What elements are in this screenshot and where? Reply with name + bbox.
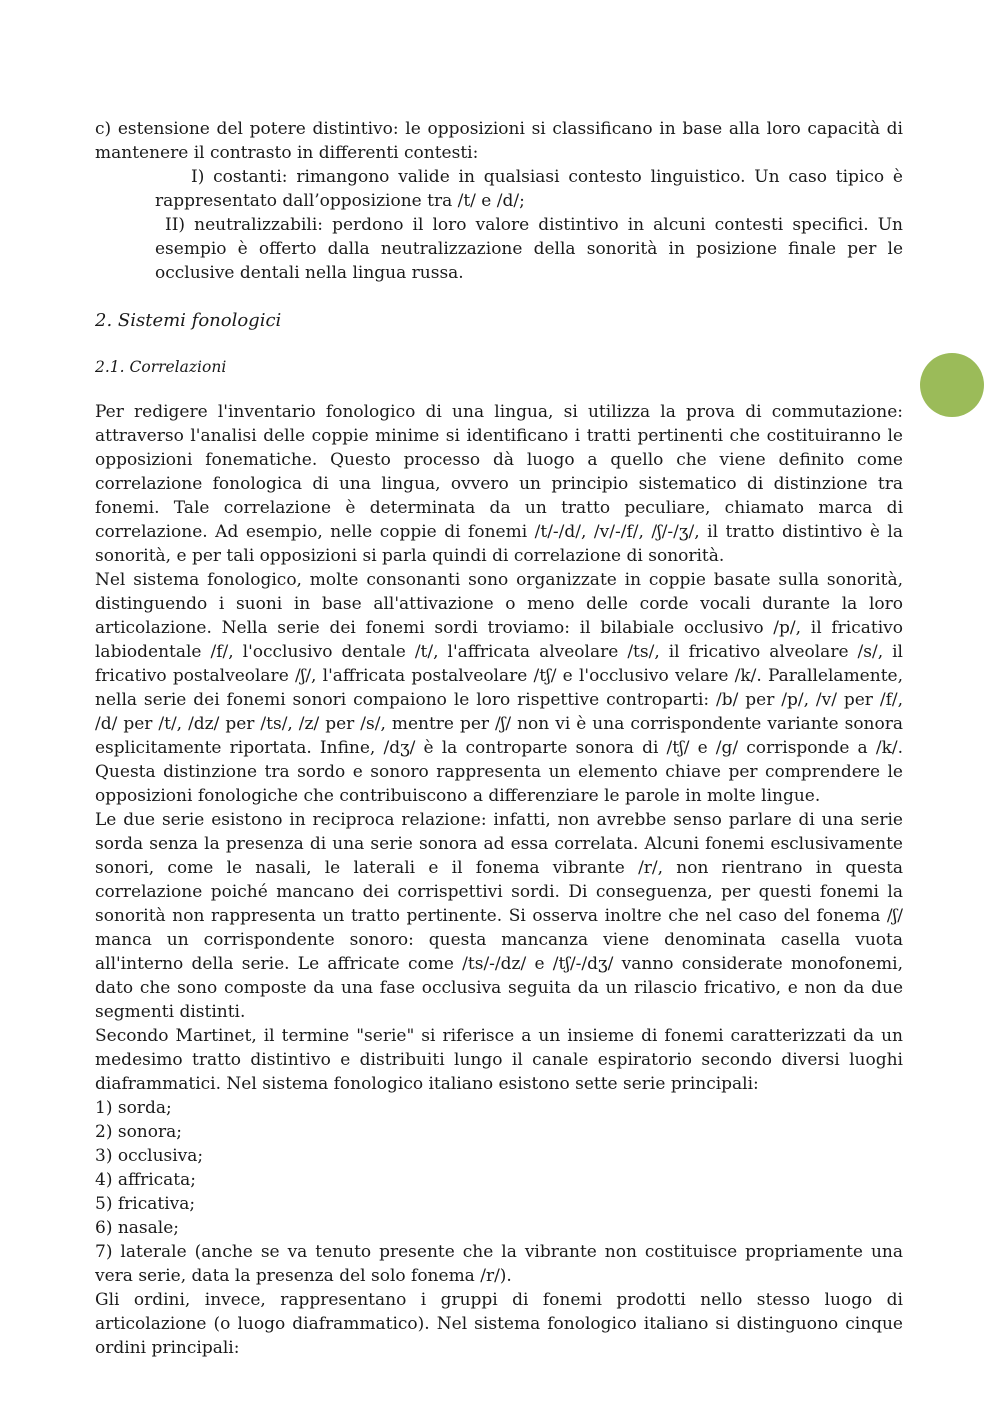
paragraph-voicing-pairs: Nel sistema fonologico, molte consonanti sono organizzate in coppie basate sulla sonorità, distinguendo i suoni in base all'attivazione o meno delle corde vocali durante la loro articolazione. Nella serie dei fonemi sordi troviamo: il bilabiale occlusivo /p/, il fricativo labiodentale /f/, l'occlusivo dentale /t/, l'affricata alveolare /ts/, il fricativo alveolare /s/, il fricativo postalveolare /ʃ/, l'affricata postalveolare /tʃ/ e l'occlusivo velare /k/. Parallelamente, nella serie dei fonemi sonori compaiono le loro rispettive controparti: /b/ per /p/, /v/ per /f/, /d/ per /t/, /dz/ per /ts/, /z/ per /s/, mentre per /ʃ/ non vi è una corrispondente variante sonora esplicitamente riportata. Infine, /dʒ/ è la controparte sonora di /tʃ/ e /g/ corrisponde a /k/. Questa distinzione tra sordo e sonoro rappresenta un elemento chiave per comprendere le opposizioni fonologiche che contribuiscono a differenziare le parole in molte lingue. xyxy=(95,570,903,806)
series-list-item: 2) sonora; xyxy=(95,1122,182,1142)
series-list-item: 6) nasale; xyxy=(95,1218,180,1238)
page-accent-circle xyxy=(920,353,984,417)
series-list xyxy=(95,1096,903,1288)
series-list-item: 4) affricata; xyxy=(95,1170,196,1190)
series-list-item: 7) laterale (anche se va tenuto presente che la vibrante non costituisce propriamente una vera serie, data la presenza del solo fonema /r/). xyxy=(95,1242,903,1286)
paragraph-commutation: Per redigere l'inventario fonologico di una lingua, si utilizza la prova di commutazione: attraverso l'analisi delle coppie minime si identificano i tratti pertinenti che costituiranno le opposizioni fonematiche. Questo processo dà luogo a quello che viene definito come correlazione fonologica di una lingua, ovvero un principio sistematico di distinzione tra fonemi. Tale correlazione è determinata da un tratto peculiare, chiamato marca di correlazione. Ad esempio, nelle coppie di fonemi /t/-/d/, /v/-/f/, /ʃ/-/ʒ/, il tratto distintivo è la sonorità, e per tali opposizioni si parla quindi di correlazione di sonorità. xyxy=(95,402,903,566)
section-c-list xyxy=(155,165,903,285)
section-c-intro: c) estensione del potere distintivo: le opposizioni si classificano in base alla loro capacità di mantenere il contrasto in differenti contesti: xyxy=(95,119,903,163)
section-heading-2: 2. Sistemi fonologici xyxy=(95,310,282,331)
series-list-item: 3) occlusiva; xyxy=(95,1146,204,1166)
document-page xyxy=(95,117,903,1360)
paragraph-series-relation: Le due serie esistono in reciproca relazione: infatti, non avrebbe senso parlare di una serie sorda senza la presenza di una serie sonora ad essa correlata. Alcuni fonemi esclusivamente sonori, come le nasali, le laterali e il fonema vibrante /r/, non rientrano in questa correlazione poiché mancano dei corrispettivi sordi. Di conseguenza, per questi fonemi la sonorità non rappresenta un tratto pertinente. Si osserva inoltre che nel caso del fonema /ʃ/ manca un corrispondente sonoro: questa mancanza viene denominata casella vuota all'interno della serie. Le affricate come /ts/-/dz/ e /tʃ/-/dʒ/ vanno considerate monofonemi, dato che sono composte da una fase occlusiva seguita da un rilascio fricativo, e non da due segmenti distinti. xyxy=(95,810,903,1022)
series-list-item: 5) fricativa; xyxy=(95,1194,196,1214)
subsection-heading-2-1: 2.1. Correlazioni xyxy=(95,358,227,376)
paragraph-orders: Gli ordini, invece, rappresentano i gruppi di fonemi prodotti nello stesso luogo di articolazione (o luogo diaframmatico). Nel sistema fonologico italiano si distinguono cinque ordini principali: xyxy=(95,1290,903,1358)
section-c-item-2: II) neutralizzabili: perdono il loro valore distintivo in alcuni contesti specifici. Un esempio è offerto dalla neutralizzazione della sonorità in posizione finale per le occlusive dentali nella lingua russa. xyxy=(155,215,903,283)
section-c-item-1: I) costanti: rimangono valide in qualsiasi contesto linguistico. Un caso tipico è rappresentato dall’opposizione tra /t/ e /d/; xyxy=(155,167,903,211)
paragraph-martinet: Secondo Martinet, il termine "serie" si riferisce a un insieme di fonemi caratterizzati da un medesimo tratto distintivo e distribuiti lungo il canale espiratorio secondo diversi luoghi diaframmatici. Nel sistema fonologico italiano esistono sette serie principali: xyxy=(95,1026,903,1094)
series-list-item: 1) sorda; xyxy=(95,1098,172,1118)
